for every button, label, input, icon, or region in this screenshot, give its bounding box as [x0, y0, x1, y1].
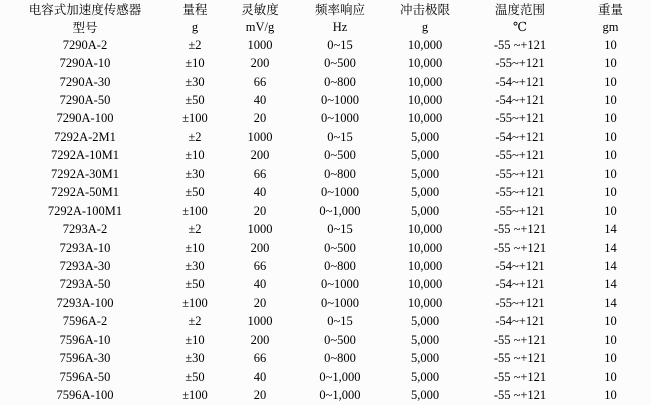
range-cell: ±2 [188, 37, 202, 52]
sensitivity-cell: 40 [253, 277, 267, 292]
sensitivity-cell: 20 [253, 295, 267, 310]
temperature-cell: -54~+121 [495, 277, 545, 292]
model-cell: 7293A-30 [59, 258, 111, 273]
weight-cell: 14 [604, 277, 617, 292]
range-cell: ±30 [185, 166, 205, 181]
temperature-cell: -55 ~+121 [493, 351, 547, 366]
frequency-cell: 0~1000 [320, 93, 359, 108]
weight-cell: 10 [604, 56, 617, 71]
weight-cell: 14 [604, 240, 617, 255]
shock-limit-cell: 10,000 [407, 74, 443, 89]
range-cell: ±50 [185, 277, 205, 292]
frequency-cell: 0~800 [324, 351, 356, 366]
table-row [0, 128, 651, 146]
temperature-cell: -55~+121 [495, 56, 545, 71]
table-row [0, 36, 651, 54]
model-cell: 7596A-10 [59, 332, 111, 347]
range-cell: ±100 [182, 295, 208, 310]
shock-limit-cell: 10,000 [407, 240, 443, 255]
sensitivity-cell: 20 [253, 203, 267, 218]
model-cell: 7290A-2 [62, 37, 108, 52]
table-body [0, 36, 651, 405]
temperature-cell: -55 ~+121 [493, 388, 547, 403]
weight-cell: 14 [604, 295, 617, 310]
frequency-cell: 0~500 [324, 332, 356, 347]
table-row [0, 331, 651, 349]
range-cell: ±30 [185, 258, 205, 273]
frequency-cell: 0~1,000 [319, 388, 361, 403]
table-row [0, 184, 651, 202]
range-cell: ±2 [188, 129, 202, 144]
model-cell: 7293A-2 [62, 222, 108, 237]
sensitivity-cell: 200 [250, 148, 270, 163]
weight-cell: 10 [604, 185, 617, 200]
table-row [0, 239, 651, 257]
shock-limit-cell: 5,000 [410, 203, 440, 218]
weight-cell: 10 [604, 93, 617, 108]
shock-limit-cell: 5,000 [410, 388, 440, 403]
shock-limit-cell: 5,000 [410, 314, 440, 329]
sensitivity-cell: 40 [253, 93, 267, 108]
range-cell: ±10 [185, 56, 205, 71]
sensitivity-cell: 66 [253, 258, 267, 273]
sensitivity-cell: 20 [253, 111, 267, 126]
weight-cell: 10 [604, 111, 617, 126]
shock-limit-cell: 5,000 [410, 351, 440, 366]
shock-limit-cell: 5,000 [410, 332, 440, 347]
table-row [0, 147, 651, 165]
range-cell: ±30 [185, 74, 205, 89]
model-cell: 7596A-2 [62, 314, 108, 329]
temperature-cell: -55~+121 [495, 111, 545, 126]
column-unit-frequency: Hz [332, 19, 348, 34]
sensitivity-cell: 1000 [247, 129, 273, 144]
range-cell: ±2 [188, 222, 202, 237]
temperature-cell: -55 ~+121 [493, 37, 547, 52]
range-cell: ±100 [182, 203, 208, 218]
range-cell: ±50 [185, 369, 205, 384]
weight-cell: 10 [604, 351, 617, 366]
sensitivity-cell: 20 [253, 388, 267, 403]
sensitivity-cell: 1000 [247, 37, 273, 52]
shock-limit-cell: 10,000 [407, 222, 443, 237]
column-unit-shock: g [421, 19, 429, 34]
model-cell: 7596A-30 [59, 351, 111, 366]
table-row [0, 349, 651, 367]
shock-limit-cell: 5,000 [410, 129, 440, 144]
frequency-cell: 0~1000 [320, 185, 359, 200]
range-cell: ±10 [185, 240, 205, 255]
shock-limit-cell: 5,000 [410, 148, 440, 163]
frequency-cell: 0~1000 [320, 295, 359, 310]
model-cell: 7293A-100 [56, 295, 114, 310]
sensitivity-cell: 40 [253, 369, 267, 384]
column-header-weight: 重量 [597, 3, 623, 17]
weight-cell: 10 [604, 314, 617, 329]
column-header-sensitivity: 灵敏度 [241, 3, 279, 17]
model-cell: 7292A-100M1 [47, 203, 123, 218]
frequency-cell: 0~800 [324, 258, 356, 273]
column-unit-temperature: ℃ [513, 20, 527, 34]
temperature-cell: -55 ~+121 [493, 369, 547, 384]
sensitivity-cell: 1000 [247, 314, 273, 329]
weight-cell: 10 [604, 37, 617, 52]
sensitivity-cell: 200 [250, 56, 270, 71]
column-unit-model: 型号 [72, 21, 98, 35]
shock-limit-cell: 10,000 [407, 295, 443, 310]
column-unit-sensitivity: mV/g [245, 19, 275, 34]
temperature-cell: -54~+121 [495, 314, 545, 329]
weight-cell: 10 [604, 369, 617, 384]
table-row [0, 257, 651, 275]
shock-limit-cell: 10,000 [407, 56, 443, 71]
temperature-cell: -55~+121 [495, 148, 545, 163]
weight-cell: 10 [604, 166, 617, 181]
model-cell: 7293A-50 [59, 277, 111, 292]
weight-cell: 14 [604, 222, 617, 237]
frequency-cell: 0~500 [324, 148, 356, 163]
frequency-cell: 0~1000 [320, 111, 359, 126]
column-header-shock: 冲击极限 [399, 3, 450, 17]
shock-limit-cell: 5,000 [410, 166, 440, 181]
column-unit-range: g [191, 19, 199, 34]
table-row [0, 386, 651, 405]
table-row [0, 276, 651, 294]
column-header-temperature: 温度范围 [494, 3, 545, 17]
header-unit-row [0, 18, 651, 36]
temperature-cell: -55~+121 [495, 295, 545, 310]
weight-cell: 10 [604, 74, 617, 89]
frequency-cell: 0~1,000 [319, 203, 361, 218]
table-row [0, 202, 651, 220]
temperature-cell: -55~+121 [495, 166, 545, 181]
weight-cell: 10 [604, 129, 617, 144]
shock-limit-cell: 10,000 [407, 111, 443, 126]
range-cell: ±50 [185, 185, 205, 200]
temperature-cell: -55~+121 [495, 185, 545, 200]
shock-limit-cell: 10,000 [407, 258, 443, 273]
range-cell: ±100 [182, 111, 208, 126]
model-cell: 7292A-2M1 [54, 129, 116, 144]
table-row [0, 165, 651, 183]
temperature-cell: -54~+121 [495, 74, 545, 89]
frequency-cell: 0~500 [324, 56, 356, 71]
temperature-cell: -55~+121 [495, 203, 545, 218]
temperature-cell: -55 ~+121 [493, 240, 547, 255]
table-row [0, 220, 651, 238]
frequency-cell: 0~800 [324, 74, 356, 89]
table-row [0, 294, 651, 312]
shock-limit-cell: 10,000 [407, 37, 443, 52]
frequency-cell: 0~1,000 [319, 369, 361, 384]
temperature-cell: -55 ~+121 [493, 222, 547, 237]
temperature-cell: -55 ~+121 [493, 332, 547, 347]
header-title-row [0, 0, 651, 18]
frequency-cell: 0~500 [324, 240, 356, 255]
sensitivity-cell: 66 [253, 166, 267, 181]
column-header-range: 量程 [182, 3, 208, 17]
column-header-frequency: 频率响应 [314, 3, 365, 17]
temperature-cell: -54~+121 [495, 129, 545, 144]
column-unit-weight: gm [602, 19, 619, 34]
weight-cell: 14 [604, 258, 617, 273]
weight-cell: 10 [604, 388, 617, 403]
sensitivity-cell: 66 [253, 74, 267, 89]
model-cell: 7290A-10 [59, 56, 111, 71]
range-cell: ±10 [185, 148, 205, 163]
shock-limit-cell: 5,000 [410, 185, 440, 200]
model-cell: 7292A-10M1 [50, 148, 120, 163]
model-cell: 7290A-100 [56, 111, 114, 126]
weight-cell: 10 [604, 203, 617, 218]
sensitivity-cell: 200 [250, 240, 270, 255]
table-row [0, 368, 651, 386]
range-cell: ±30 [185, 351, 205, 366]
range-cell: ±100 [182, 388, 208, 403]
table-row [0, 73, 651, 91]
model-cell: 7292A-30M1 [50, 166, 120, 181]
temperature-cell: -54~+121 [495, 258, 545, 273]
model-cell: 7290A-50 [59, 93, 111, 108]
range-cell: ±50 [185, 93, 205, 108]
table-row [0, 110, 651, 128]
shock-limit-cell: 10,000 [407, 277, 443, 292]
model-cell: 7293A-10 [59, 240, 111, 255]
shock-limit-cell: 10,000 [407, 93, 443, 108]
model-cell: 7596A-100 [56, 388, 114, 403]
model-cell: 7292A-50M1 [50, 185, 120, 200]
model-cell: 7596A-50 [59, 369, 111, 384]
shock-limit-cell: 5,000 [410, 369, 440, 384]
table-row [0, 91, 651, 109]
sensitivity-cell: 200 [250, 332, 270, 347]
range-cell: ±2 [188, 314, 202, 329]
frequency-cell: 0~15 [327, 37, 353, 52]
sensitivity-cell: 40 [253, 185, 267, 200]
range-cell: ±10 [185, 332, 205, 347]
sensitivity-cell: 1000 [247, 222, 273, 237]
frequency-cell: 0~15 [327, 314, 353, 329]
table-header [0, 0, 651, 36]
weight-cell: 10 [604, 332, 617, 347]
column-header-model: 电容式加速度传感器 [28, 3, 142, 17]
frequency-cell: 0~15 [327, 222, 353, 237]
sensitivity-cell: 66 [253, 351, 267, 366]
model-cell: 7290A-30 [59, 74, 111, 89]
frequency-cell: 0~15 [327, 129, 353, 144]
frequency-cell: 0~1000 [320, 277, 359, 292]
table-row [0, 313, 651, 331]
temperature-cell: -54~+121 [495, 93, 545, 108]
frequency-cell: 0~800 [324, 166, 356, 181]
weight-cell: 10 [604, 148, 617, 163]
table-row [0, 54, 651, 72]
